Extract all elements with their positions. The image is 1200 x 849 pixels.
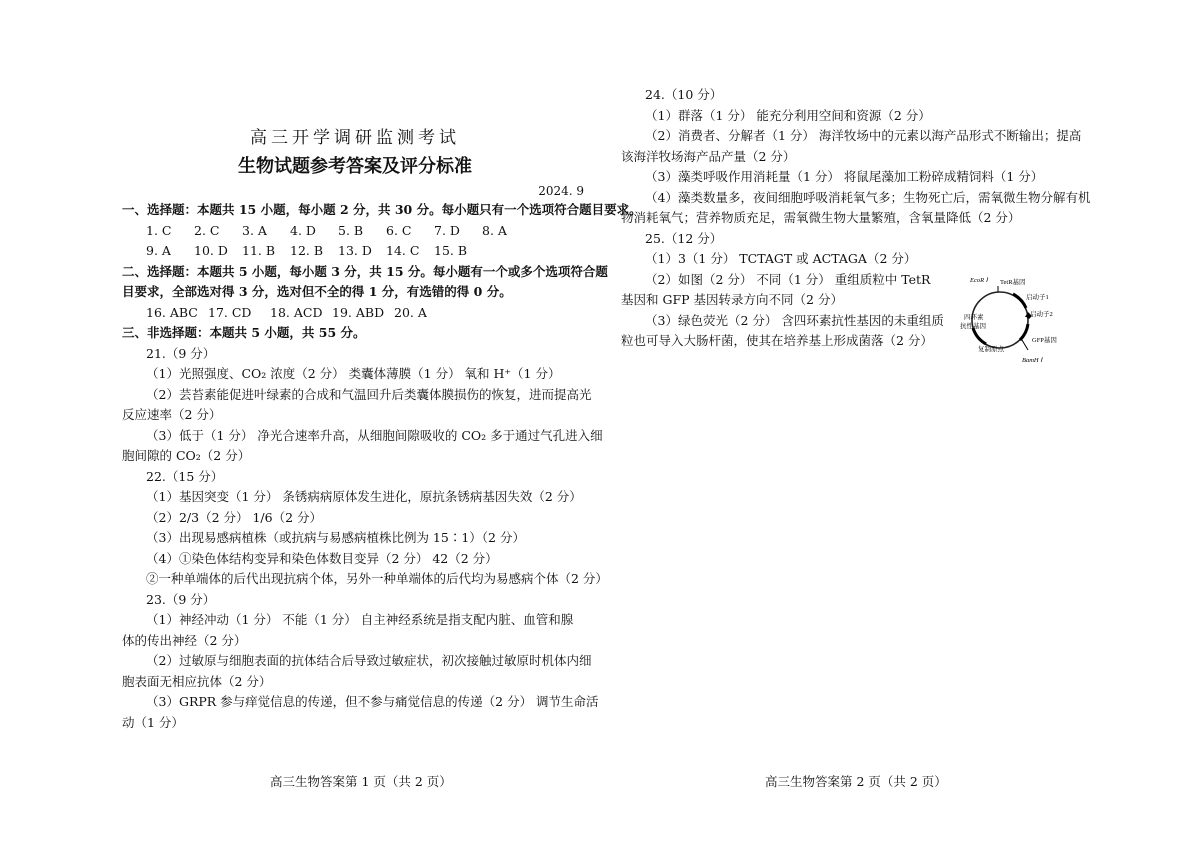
answer-line: （2）芸苔素能促进叶绿素的合成和气温回升后类囊体膜损伤的恢复，进而提高光 [146,386,592,402]
answer-line: 胞表面无相应抗体（2 分） [122,673,272,689]
section-2-heading: 二、选择题：本题共 5 小题，每小题 3 分，共 15 分。每小题有一个或多个选项符合题 [122,263,608,279]
question-header: 24.（10 分） [645,87,723,102]
tetr-label: TetR基因 [1000,279,1026,286]
ori-segment [973,328,986,344]
answer-item: 9. A [146,243,171,258]
answer-item: 13. D [338,243,372,258]
gfp-gene-segment [1020,324,1028,340]
promoter2-label: 启动子2 [1030,311,1053,318]
answer-item: 2. C [194,222,220,238]
answer-item: 16. ABC [146,304,198,320]
answer-line: （2）过敏原与细胞表面的抗体结合后导致过敏症状，初次接触过敏原时机体内细 [146,653,592,668]
bamhi-site [1022,340,1028,350]
answer-line: （3）绿色荧光（2 分） 含四环素抗性基因的未重组质 [645,312,944,328]
footer-page-1: 高三生物答案第 1 页（共 2 页） [270,774,452,789]
answer-line: 动（1 分） [122,714,184,730]
promoter1-label: 启动子1 [1026,294,1049,301]
answer-item: 15. B [434,243,468,258]
answer-line: （1）群落（1 分） 能充分利用空间和资源（2 分） [645,107,931,123]
footer-page-2: 高三生物答案第 2 页（共 2 页） [765,774,947,789]
exam-title: 高三开学调研监测考试 [250,128,460,148]
question-header: 21.（9 分） [146,345,216,361]
bamhi-label: BamH Ⅰ [1022,357,1043,364]
answer-row-1 [122,221,588,242]
answer-line: （2）2/3（2 分） 1/6（2 分） [146,509,323,525]
recombinant-plasmid-diagram [958,272,1058,368]
answer-item: 5. B [338,222,364,238]
answer-row-2 [122,241,588,262]
gfp-label: GFP基因 [1032,337,1057,344]
answer-line: 物消耗氧气；营养物质充足，需氧微生物大量繁殖，含氧量降低（2 分） [621,210,1021,225]
answer-line: （1）光照强度、CO₂ 浓度（2 分） 类囊体薄膜（1 分） 氧和 H⁺（1 分） [146,366,561,381]
answer-line: （1）神经冲动（1 分） 不能（1 分） 自主神经系统是指支配内脏、血管和腺 [146,612,574,627]
answer-line: （3）低于（1 分） 净光合速率升高，从细胞间隙吸收的 CO₂ 多于通过气孔进入细 [146,427,603,443]
answer-line: （4）藻类数量多，夜间细胞呼吸消耗氧气多；生物死亡后，需氧微生物分解有机 [645,189,1091,205]
question-header: 25.（12 分） [645,230,723,246]
answer-row-3 [122,303,588,324]
answer-item: 20. A [394,304,427,320]
section-3-heading: 三、非选择题：本题共 5 小题，共 55 分。 [122,325,366,340]
answer-line: （2）消费者、分解者（1 分） 海洋牧场中的元素以海产品形式不断输出；提高 [645,128,1082,143]
answer-line: （1）3（1 分） TCTAGT 或 ACTAGA（2 分） [645,251,917,266]
answer-line: （3）出现易感病植株（或抗病与易感病植株比例为 15∶1）（2 分） [146,530,525,545]
answer-item: 17. CD [208,304,252,320]
section-2-heading-cont: 目要求，全部选对得 3 分，选对但不全的得 1 分，有选错的得 0 分。 [122,284,512,299]
ori-label: 复制原点 [978,346,1004,353]
answer-line: （4）①染色体结构变异和染色体数目变异（2 分） 42（2 分） [146,550,498,566]
answer-line: 该海洋牧场海产品产量（2 分） [621,148,796,164]
answer-item: 18. ACD [270,304,323,320]
answer-item: 1. C [146,222,172,238]
answer-item: 4. D [290,222,316,238]
answer-item: 6. C [386,222,412,238]
exam-date: 2024. 9 [538,184,584,198]
answer-item: 3. A [242,222,267,238]
answer-line: 胞间隙的 CO₂（2 分） [122,448,251,463]
answer-line: （3）GRPR 参与痒觉信息的传递，但不参与痛觉信息的传递（2 分） 调节生命活 [146,694,599,709]
answer-line: 基因和 GFP 基因转录方向不同（2 分） [621,292,843,307]
answer-item: 11. B [242,243,276,258]
resistance-label-2: 抗性基因 [960,323,986,330]
answer-item: 14. C [386,243,420,258]
section-1-heading: 一、选择题：本题共 15 小题，每小题 2 分，共 30 分。每小题只有一个选项符合题目要求。 [122,202,642,217]
question-header: 22.（15 分） [146,468,224,484]
answer-line: 反应速率（2 分） [122,407,222,422]
answer-line: 粒也可导入大肠杆菌，使其在培养基上形成菌落（2 分） [621,333,933,348]
answer-line: （3）藻类呼吸作用消耗量（1 分） 将鼠尾藻加工粉碎成精饲料（1 分） [645,169,1044,184]
answer-item: 7. D [434,222,460,238]
answer-line: ②一种单端体的后代出现抗病个体，另外一种单端体的后代均为易感病个体（2 分） [146,571,608,586]
left-column [122,120,642,733]
ecori-label: EcoR Ⅰ [970,277,988,284]
answer-item: 19. ABD [332,304,385,320]
answer-item: 8. A [482,222,507,238]
answer-line: （2）如图（2 分） 不同（1 分） 重组质粒中 TetR [645,271,931,287]
answer-item: 10. D [194,243,228,258]
resistance-label-1: 四环素 [964,314,984,321]
question-header: 23.（9 分） [146,591,216,607]
answer-line: （1）基因突变（1 分） 条锈病病原体发生进化，原抗条锈病基因失效（2 分） [146,489,582,504]
answer-key-title: 生物试题参考答案及评分标准 [238,156,472,177]
answer-line: 体的传出神经（2 分） [122,632,247,648]
answer-item: 12. B [290,243,324,258]
